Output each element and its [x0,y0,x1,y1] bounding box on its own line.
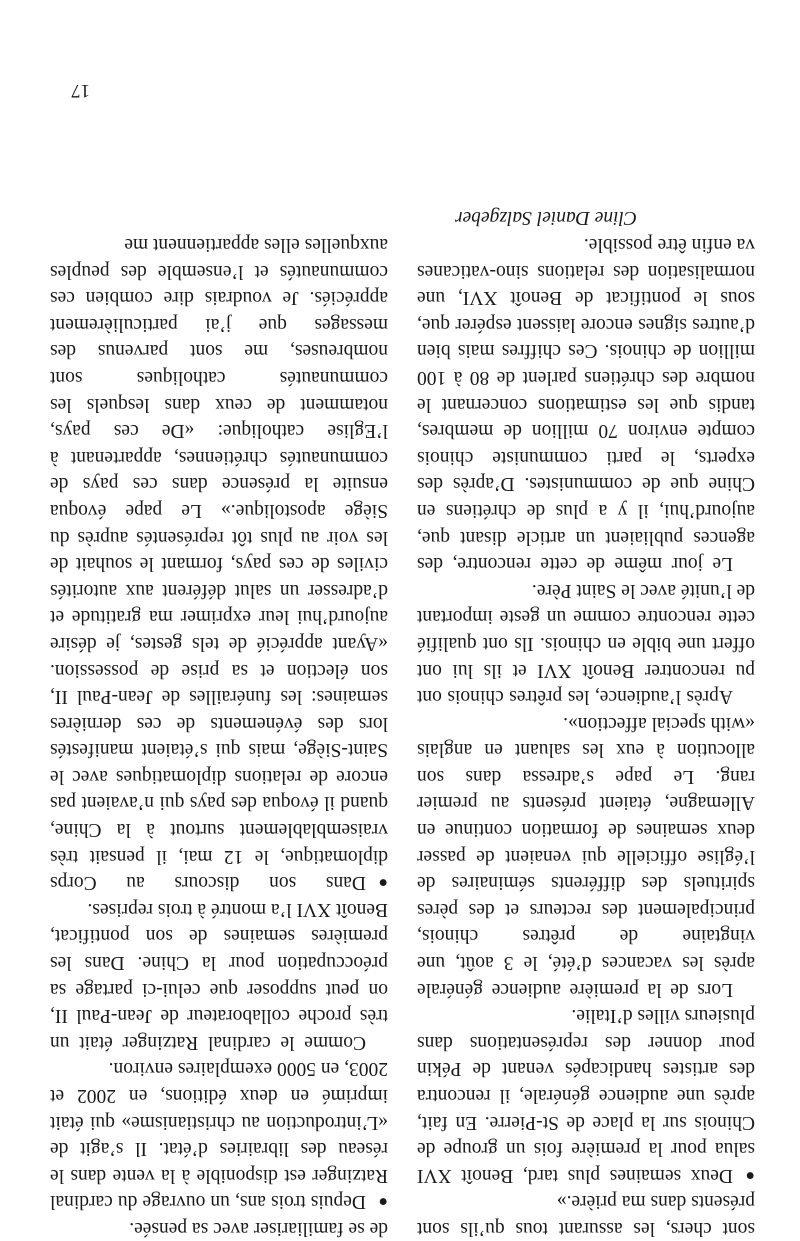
left-paragraph-2: Après l’audience, les prêtres chinois ont pu rencontrer Benoît XVI et ils lui ont offert une bible en chinois. Ils ont qualifié cette rencontre comme un geste important de l’unité avec le Saint Père. [417,579,755,708]
right-bullet-paragraph-2 [50,230,388,895]
right-continuation-text: de se familiariser avec sa pensée. [129,1218,388,1239]
bullet-icon: ● [745,1166,755,1184]
page-number: 17 [71,80,90,101]
right-bullet-paragraph-1 [50,1055,388,1215]
right-column [50,230,388,1241]
left-bullet-paragraph [417,1002,755,1188]
right-bullet-text-1: Depuis trois ans, un ouvrage du cardinal Ratzinger est disponible à la vente dans le réseau des librairies d’état. Il s’agit de «L’introduction au christianisme» qui était imprimé en deux éditions, en 2002 et 2003, en 5000 exemplaires environ. [50,1058,388,1213]
bullet-icon: ● [378,874,388,892]
left-paragraph-3: Le jour même de cette rencontre, des agences publiaient un article disant que, aujourd’hui, il y a plus de chrétiens en Chine que de communistes. D’après des experts, le parti communiste chinois compte environ 70 million de membres, tandis que les estimations concernant le nombre des chrétiens parlent de 80 à 100 million de chinois. Ces chiffres mais bien d’autres signes encore laissent espérer que, sous le pontificat de Benoît XVI, une normalisation des relations sino-vaticanes va enfin être possible. [417,234,755,575]
left-bullet-text: Deux semaines plus tard, Benoît XVI salua pour la première fois un groupe de Chinois sur la place de St-Pierre. En fait, après une audience générale, il rencontra des artistes handicapés venant de Pékin pour donner des représentations dans plusieurs villes d’Italie. [417,1005,755,1186]
bullet-icon: ● [378,1193,388,1211]
right-paragraph-1: Comme le cardinal Ratzinger était un très proche collaborateur de Jean-Paul II, on peut supposer que celui-ci partage sa préoccupation pour la Chine. Dans les premières semaines de son pontificat, Benoît XVI l’a montré à trois reprises. [50,898,388,1053]
left-paragraph-1: Lors de la première audience générale après les vacances d’été, le 3 août, une vingtaine de prêtres chinois, principalement des recteurs et des pères spirituels des différents séminaires de l’église officielle qui venaient de passer deux semaines de formation continue en Allemagne, étaient présents au premier rang. Le pape s’adressa dans son allocution à eux les saluant en anglais «with special affection». [417,712,755,1000]
author-signature: Cline Daniel Salzgeber [455,207,637,229]
left-continuation-text: sont chers, les assurant tous qu’ils sont présents dans ma prière.» [417,1191,755,1239]
left-column [417,204,755,1241]
right-bullet-text-2: Dans son discours au Corps diplomatique, le 12 mai, il pensait très vraisemblablement surtout à la Chine, quand il évoqua des pays qui n’avaient pas encore de relations diplomatiques avec le Saint-Siège, mais qui s’étaient manifestés lors des événements de ces dernières semaines: les funérailles de Jean-Paul II, son élection et sa prise de possession. «Ayant apprécié de tels gestes, je désire aujourd’hui leur exprimer ma gratitude et d’adresser un salut déférent aux autorités civiles de ces pays, formant le souhait de les voir au plus tôt représentés auprès du Siège apostolique.» Le pape évoqua ensuite la présence dans ces pays de communautés chrétiennes, appartenant à l’Eglise catholique: «De ces pays, notamment de ceux dans lesquels les communautés catholiques sont nombreuses, me sont parvenus des messages que j’ai particulièrement appréciés. Je voudrais dire combien ces communautés et l’ensemble des peuples auxquelles elles appartiennent me [50,234,388,894]
